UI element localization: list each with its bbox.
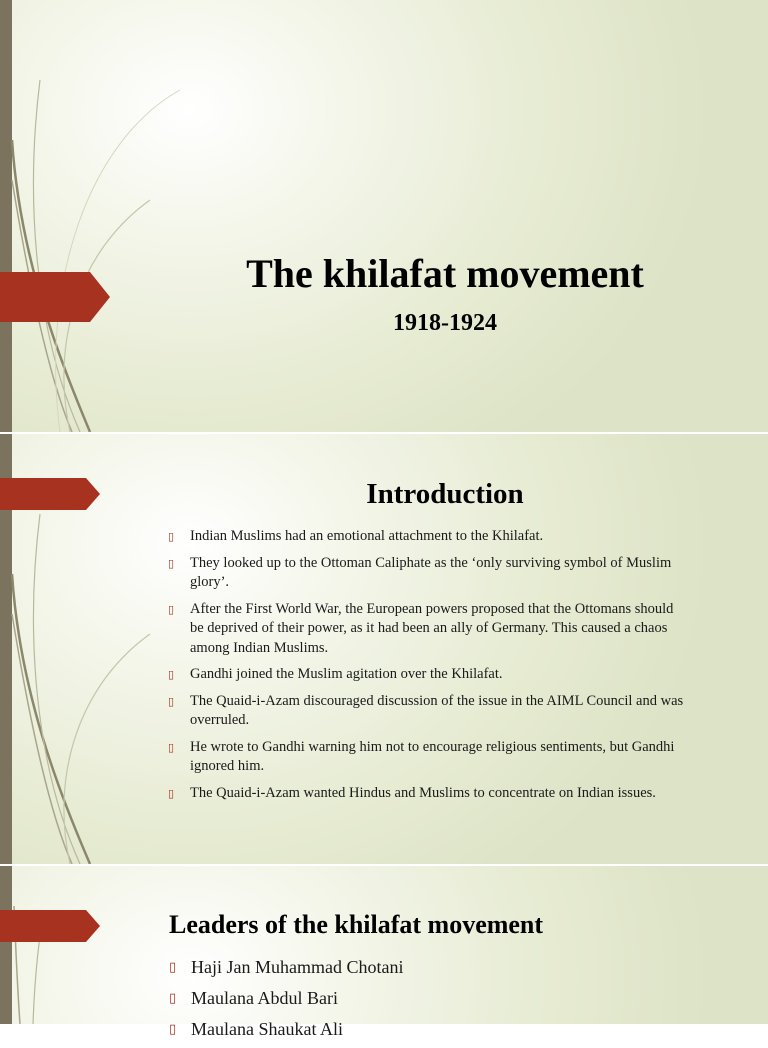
slide-title: Introduction — [366, 478, 524, 510]
list-item-text: The Quaid-i-Azam discouraged discussion of the issue in the AIML Council and was overruled. — [190, 692, 684, 728]
red-arrow-tab — [0, 272, 110, 322]
list-item-text: Maulana Shaukat Ali — [191, 1019, 343, 1039]
list-item — [168, 692, 688, 731]
introduction-slide — [0, 434, 768, 864]
bullet-icon: ▯ — [168, 740, 175, 754]
list-item — [169, 955, 689, 986]
list-item — [169, 986, 689, 1017]
bullet-icon: ▯ — [168, 556, 175, 570]
list-item — [168, 600, 688, 659]
bullet-icon: ▯ — [168, 694, 175, 708]
bullet-icon: ▯ — [168, 668, 175, 681]
list-item-text: Maulana Abdul Bari — [191, 988, 338, 1008]
bullet-icon: ▯ — [168, 602, 175, 616]
bullet-icon: ▯ — [169, 991, 177, 1006]
bullet-icon: ▯ — [168, 786, 175, 800]
list-item — [168, 554, 688, 593]
list-item — [168, 784, 688, 804]
slide-subtitle: 1918-1924 — [393, 310, 497, 336]
list-item — [168, 665, 688, 685]
title-slide — [0, 0, 768, 432]
list-item-text: The Quaid-i-Azam wanted Hindus and Muslims to concentrate on Indian issues. — [190, 784, 656, 801]
sidebar-bar — [0, 0, 12, 432]
list-item-text: Gandhi joined the Muslim agitation over the Khilafat. — [190, 666, 503, 682]
bullet-list — [169, 955, 689, 1048]
list-item-text: Haji Jan Muhammad Chotani — [191, 957, 404, 977]
list-item — [168, 738, 688, 777]
list-item-text: He wrote to Gandhi warning him not to encourage religious sentiments, but Gandhi ignored him. — [190, 738, 675, 774]
slide-title: The khilafat movement — [246, 251, 644, 296]
bullet-icon: ▯ — [169, 1022, 177, 1037]
bullet-icon: ▯ — [168, 530, 175, 543]
bullet-icon: ▯ — [169, 960, 177, 975]
red-arrow-tab — [0, 910, 100, 942]
list-item-text: They looked up to the Ottoman Caliphate as the ‘only surviving symbol of Muslim glory’. — [190, 554, 672, 590]
bullet-list — [168, 527, 688, 810]
list-item — [169, 1017, 689, 1048]
slide-title: Leaders of the khilafat movement — [169, 910, 544, 939]
decorative-swoosh — [0, 0, 200, 432]
list-item-text: After the First World War, the European powers proposed that the Ottomans should be deprived of their power, as it had been an ally of Germany. This caused a chaos among Indian Muslims. — [190, 600, 674, 656]
red-arrow-tab — [0, 478, 100, 510]
list-item — [168, 527, 688, 547]
leaders-slide — [0, 866, 768, 1039]
sidebar-bar — [0, 866, 12, 1024]
list-item-text: Indian Muslims had an emotional attachment to the Khilafat. — [190, 528, 544, 544]
